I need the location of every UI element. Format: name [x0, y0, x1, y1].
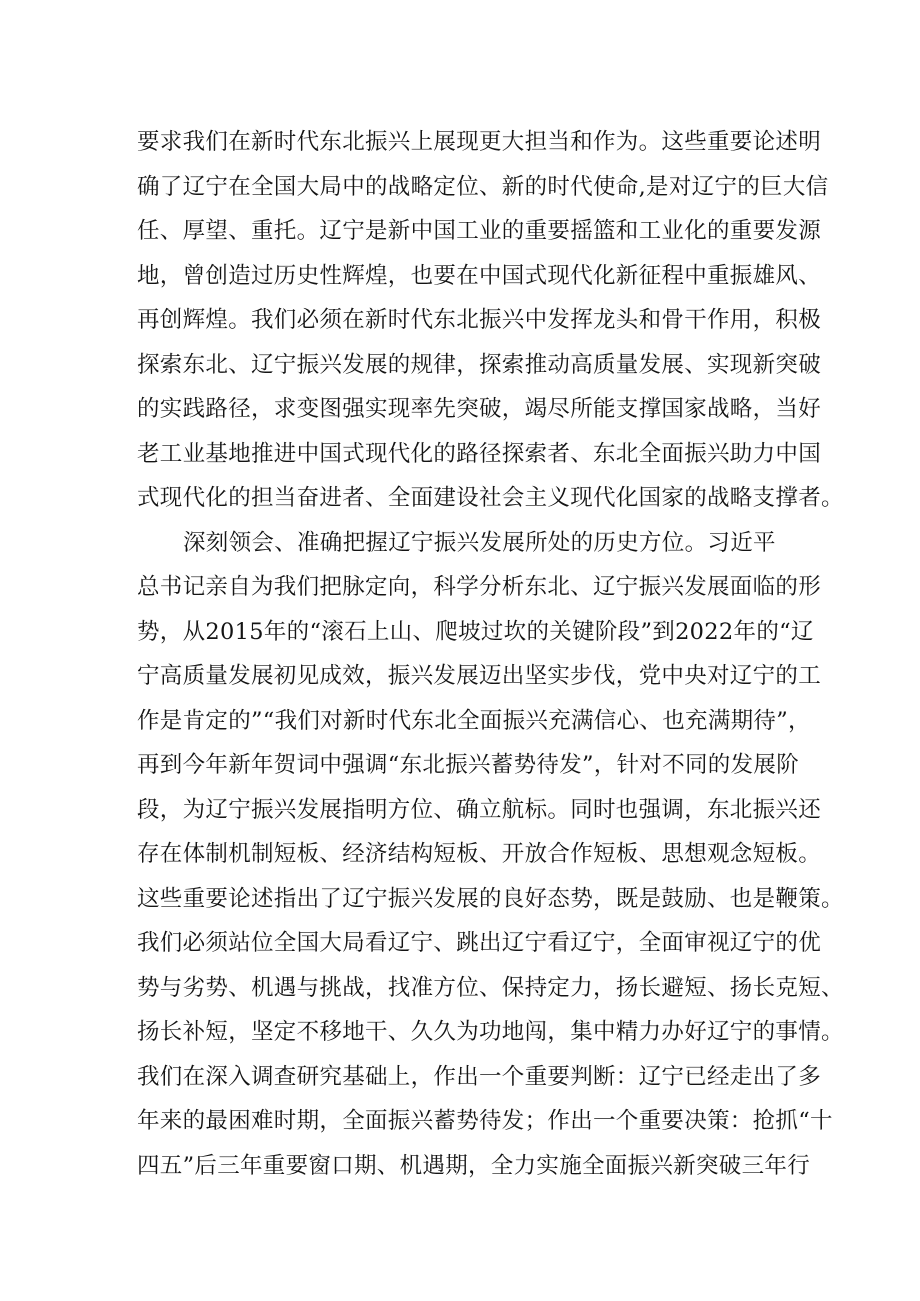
- text-line-9: 式现代化的担当奋进者、全面建设社会主义现代化国家的战略支撑者。: [137, 485, 844, 511]
- text-line-5: 再创辉煌。我们必须在新时代东北振兴中发挥龙头和骨干作用，积极: [137, 307, 822, 333]
- text-line-15: 再到今年新年贺词中强调“东北振兴蓄势待发”，针对不同的发展阶: [137, 752, 800, 778]
- text-line-17: 存在体制机制短板、经济结构短板、开放合作短板、思想观念短板。: [137, 841, 822, 867]
- document-body: [137, 120, 844, 1188]
- text-line-18: 这些重要论述指出了辽宁振兴发展的良好态势，既是鼓励、也是鞭策。: [137, 885, 844, 912]
- text-line-20: 势与劣势、机遇与挑战，找准方位、保持定力，扬长避短、扬长克短、: [137, 974, 844, 1001]
- text-line-12: 势，从2015年的“滚石上山、爬坡过坎的关键阶段”到2022年的“辽: [137, 618, 814, 645]
- text-line-1: 要求我们在新时代东北振兴上展现更大担当和作为。这些重要论述明: [137, 129, 822, 155]
- text-line-2: 确了辽宁在全国大局中的战略定位、新的时代使命,是对辽宁的巨大信: [137, 173, 829, 200]
- text-line-19: 我们必须站位全国大局看辽宁、跳出辽宁看辽宁，全面审视辽宁的优: [137, 930, 822, 956]
- text-line-4: 地，曾创造过历史性辉煌，也要在中国式现代化新征程中重振雄风、: [137, 262, 822, 289]
- text-line-23: 年来的最困难时期，全面振兴蓄势待发；作出一个重要决策：抢抓“十: [137, 1108, 833, 1134]
- paragraph-start-line: 深刻领会、准确把握辽宁振兴发展所处的历史方位。习近平: [183, 529, 776, 556]
- text-line-8: 老工业基地推进中国式现代化的路径探索者、东北全面振兴助力中国: [137, 440, 822, 467]
- text-line-22: 我们在深入调查研究基础上，作出一个重要判断：辽宁已经走出了多: [137, 1063, 822, 1090]
- text-line-11: 总书记亲自为我们把脉定向，科学分析东北、辽宁振兴发展面临的形: [137, 574, 822, 600]
- text-line-21: 扬长补短，坚定不移地干、久久为功地闯，集中精力办好辽宁的事情。: [137, 1019, 844, 1045]
- text-line-7: 的实践路径，求变图强实现率先突破，竭尽所能支撑国家战略，当好: [137, 396, 822, 422]
- text-line-6: 探索东北、辽宁振兴发展的规律，探索推动高质量发展、实现新突破: [137, 351, 822, 378]
- text-line-24: 四五”后三年重要窗口期、机遇期，全力实施全面振兴新突破三年行: [137, 1152, 811, 1179]
- text-line-16: 段，为辽宁振兴发展指明方位、确立航标。同时也强调，东北振兴还: [137, 796, 822, 823]
- text-line-14: 作是肯定的”“我们对新时代东北全面振兴充满信心、也充满期待”，: [137, 707, 811, 734]
- text-line-3: 任、厚望、重托。辽宁是新中国工业的重要摇篮和工业化的重要发源: [137, 218, 822, 244]
- text-line-13: 宁高质量发展初见成效，振兴发展迈出坚实步伐，党中央对辽宁的工: [137, 663, 822, 689]
